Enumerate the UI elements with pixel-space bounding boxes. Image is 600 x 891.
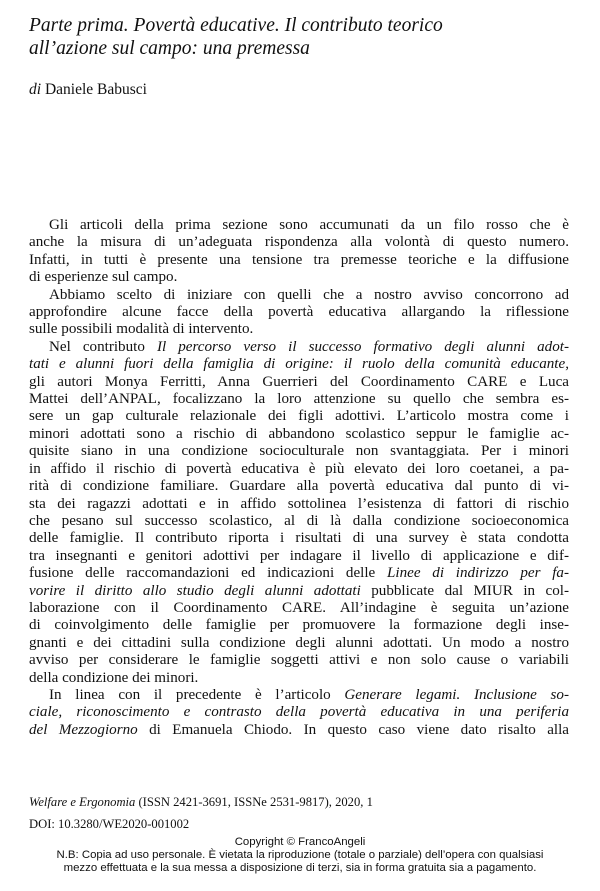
article-body — [29, 217, 569, 739]
notice-line: N.B: Copia ad uso personale. È vietata la riproduzione (totale o parziale) dell’opera con qualsiasi — [56, 849, 544, 861]
cited-title: vorire il diritto allo studio degli alunni adottati — [29, 582, 361, 599]
cited-title: del Mezzogiorno — [29, 721, 138, 738]
text-run: fusione delle raccomandazioni ed indicazioni delle — [29, 565, 387, 582]
body-line: Infatti, in tutti è presente una tensione tra premesse teoriche e la diffusione — [29, 251, 569, 268]
text-run: Nel contributo — [49, 338, 157, 355]
copyright-notice — [0, 836, 600, 875]
body-line — [29, 722, 569, 739]
cited-title: Il percorso verso il successo formativo degli alunni adot- — [156, 338, 569, 355]
copyright-line: Copyright © FrancoAngeli — [234, 836, 366, 848]
body-line: Abbiamo scelto di iniziare con quelli che a nostro avviso concorrono ad — [49, 286, 569, 303]
text-run: di Emanuela Chiodo. In questo caso viene dato risalto alla — [137, 721, 569, 738]
cited-title: tati e alunni fuori della famiglia di origine: il ruolo della comunità educante — [29, 356, 566, 373]
body-line: di coinvolgimento delle famiglie per promuovere la formazione degli inse- — [29, 617, 569, 634]
cited-title: Generare legami. Inclusione so- — [344, 686, 569, 703]
body-line: sulle possibili modalità di intervento. — [29, 321, 254, 338]
body-line: tra insegnanti e genitori adottivi per indagare il livello di applicazione e dif- — [29, 547, 569, 564]
title-line: all’azione sul campo: una premessa — [29, 38, 310, 59]
body-line: di esperienze sul campo. — [29, 269, 178, 286]
notice-line: mezzo effettuata e la sua messa a disposizione di terzi, sia in forma gratuita sia a pagamento. — [63, 862, 537, 874]
body-line: Gli articoli della prima sezione sono accumunati da un filo rosso che è — [49, 217, 569, 233]
body-line: in affido il rischio di povertà educativa è più elevato dei loro coetanei, a pa- — [29, 460, 569, 477]
body-line: sta dei ragazzi adottati e in affido sottolinea l’esistenza di fattori di rischio — [29, 495, 569, 512]
body-line: avviso per considerare le famiglie soggetti attivi e non solo cause o variabili — [29, 652, 569, 669]
journal-name: Welfare e Ergonomia — [29, 795, 136, 809]
body-line — [29, 339, 569, 356]
body-line: gli autori Monya Ferritti, Anna Guerrieri del Coordinamento CARE e Luca — [29, 373, 569, 390]
body-line: sere un gap culturale relazionale dei figli adottivi. L’articolo mostra come i — [29, 408, 569, 425]
text-run: In linea con il precedente è l’articolo — [49, 686, 345, 703]
body-line — [29, 687, 569, 704]
body-line: minori adottati sono a rischio di abbandono scolastico seppur le famiglie ac- — [29, 425, 569, 442]
text-run: pubblicate dal MIUR in col- — [360, 582, 570, 599]
body-line: approfondire alcune facce della povertà educativa allargando la riflessione — [29, 304, 569, 321]
body-line — [29, 583, 569, 600]
author-line — [29, 80, 147, 100]
cited-title: Linee di indirizzo per fa- — [386, 565, 569, 582]
article-title — [29, 14, 589, 60]
journal-citation — [29, 794, 569, 810]
cited-title: ciale, riconoscimento e contrasto della povertà educativa in una periferia — [29, 704, 569, 721]
body-line: anche la misura di un’adeguata rispondenza alla volontà di questo numero. — [29, 234, 569, 251]
body-line: Mattei dell’ANPAL, focalizzano la loro attenzione su quello che sembra es- — [29, 391, 569, 408]
body-line — [29, 704, 569, 721]
journal-info: (ISSN 2421-3691, ISSNe 2531-9817), 2020, 1 — [135, 795, 373, 809]
author-prefix: di — [29, 81, 42, 98]
author-name: Daniele Babusci — [44, 81, 147, 98]
body-line: che pesano sul successo scolastico, al di là dalla condizione socioeconomica — [29, 512, 569, 529]
body-line: gnanti e dei cittadini sulla condizione degli alunni adottati. Un modo a nostro — [29, 634, 569, 651]
body-line: della condizione dei minori. — [29, 669, 199, 686]
title-line: Parte prima. Povertà educative. Il contributo teorico — [29, 15, 443, 36]
doi-line: DOI: 10.3280/WE2020-001002 — [29, 817, 190, 831]
body-line: rità di condizione familiare. Guardare alla povertà educativa dal punto di vi- — [29, 478, 569, 495]
body-line: delle famiglie. Il contributo riporta i risultati di una survey è stata condotta — [29, 530, 569, 547]
body-line — [29, 565, 569, 582]
text-run: , — [565, 356, 569, 373]
body-line — [29, 356, 569, 373]
body-line: quisite siano in una condizione socioculturale non svantaggiata. Per i minori — [29, 443, 569, 460]
body-line: laborazione con il Coordinamento CARE. All’indagine è seguita un’azione — [29, 599, 569, 616]
